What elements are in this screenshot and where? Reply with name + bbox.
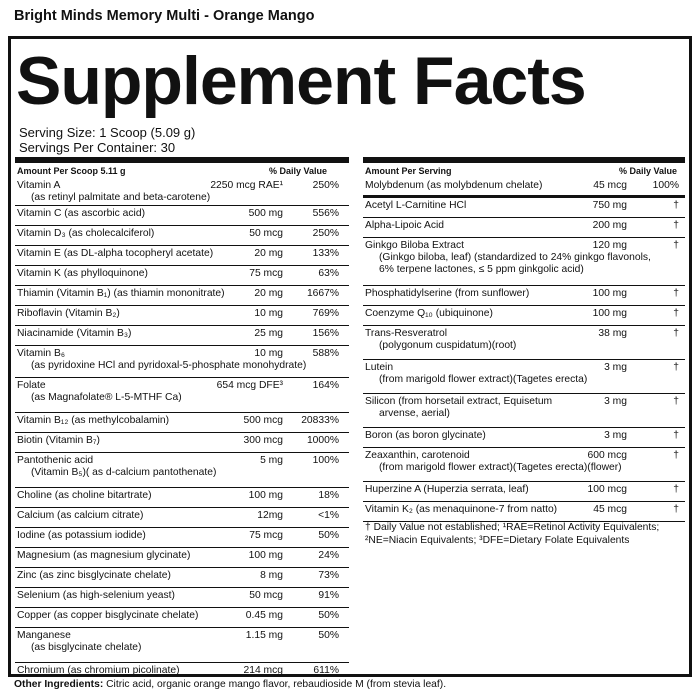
left-nutrient-row [15, 266, 349, 286]
left-nutrient-row [15, 568, 349, 588]
right-nutrient-row [363, 306, 685, 326]
nutrient-source: (as pyridoxine HCl and pyridoxal-5-phosphate monohydrate) [31, 360, 307, 371]
right-amount-header: Amount Per Serving [365, 166, 452, 176]
servings-per-container: Servings Per Container: 30 [19, 140, 176, 155]
daily-value: † [673, 430, 679, 441]
nutrient-amount: 100 mg [248, 490, 283, 501]
daily-value: 769% [312, 308, 339, 319]
left-nutrient-row [15, 346, 349, 378]
right-nutrient-row [363, 286, 685, 306]
nutrient-name: Niacinamide (Vitamin B₃) [17, 328, 132, 339]
serving-size: Serving Size: 1 Scoop (5.09 g) [19, 125, 196, 140]
daily-value: 18% [318, 490, 339, 501]
nutrient-amount: 120 mg [592, 240, 627, 251]
nutrient-source-detail: 6% terpene lactones, ≤ 5 ppm ginkgolic acid) [379, 264, 584, 275]
daily-value: 133% [312, 248, 339, 259]
daily-value: 156% [312, 328, 339, 339]
right-nutrient-row [363, 482, 685, 502]
left-nutrient-row [15, 306, 349, 326]
daily-value: 1000% [306, 435, 339, 446]
daily-value: 250% [312, 228, 339, 239]
nutrient-name: Folate [17, 380, 46, 391]
left-nutrient-row [15, 548, 349, 568]
nutrient-name: Chromium (as chromium picolinate) [17, 665, 180, 676]
nutrient-amount: 50 mcg [249, 228, 283, 239]
nutrient-name: Lutein [365, 362, 394, 373]
left-nutrient-row [15, 413, 349, 433]
nutrient-name: Pantothenic acid [17, 455, 94, 466]
nutrient-name: Zeaxanthin, carotenoid [365, 450, 470, 461]
daily-value: † [673, 220, 679, 231]
left-dv-header: % Daily Value [269, 166, 328, 176]
nutrient-amount: 38 mg [598, 328, 627, 339]
nutrient-name: Zinc (as zinc bisglycinate chelate) [17, 570, 171, 581]
nutrient-amount: 50 mcg [249, 590, 283, 601]
left-nutrient-row [15, 433, 349, 453]
daily-value: 63% [318, 268, 339, 279]
nutrient-name: Silicon (from horsetail extract, Equisetum [365, 396, 553, 407]
nutrient-amount: 75 mcg [249, 268, 283, 279]
nutrient-amount: 100 mg [248, 550, 283, 561]
left-amount-header: Amount Per Scoop 5.11 g [17, 166, 126, 176]
nutrient-amount: 0.45 mg [245, 610, 283, 621]
daily-value: 91% [318, 590, 339, 601]
daily-value: † [673, 308, 679, 319]
product-name: Bright Minds Memory Multi - Orange Mango [14, 8, 315, 24]
daily-value: 100% [312, 455, 339, 466]
left-nutrient-row [15, 178, 349, 206]
daily-value: † [673, 504, 679, 515]
nutrient-source: (from marigold flower extract)(Tagetes erecta) [379, 374, 588, 385]
left-nutrient-row [15, 508, 349, 528]
nutrient-name: Vitamin K (as phylloquinone) [17, 268, 148, 279]
daily-value: 50% [318, 530, 339, 541]
daily-value: 24% [318, 550, 339, 561]
left-nutrient-row [15, 326, 349, 346]
daily-value: † [673, 396, 679, 407]
nutrient-name: Calcium (as calcium citrate) [17, 510, 144, 521]
nutrient-name: Riboflavin (Vitamin B₂) [17, 308, 120, 319]
daily-value: 50% [318, 610, 339, 621]
daily-value: 50% [318, 630, 339, 641]
nutrient-amount: 3 mg [604, 396, 627, 407]
nutrient-amount: 100 mg [592, 308, 627, 319]
left-nutrient-row [15, 628, 349, 663]
daily-value: 164% [312, 380, 339, 391]
nutrient-amount: 1.15 mg [245, 630, 283, 641]
nutrient-amount: 45 mcg [593, 180, 627, 191]
right-nutrient-row [363, 218, 685, 238]
nutrient-name: Selenium (as high-selenium yeast) [17, 590, 175, 601]
nutrient-source: (Ginkgo biloba, leaf) (standardized to 24% ginkgo flavonols, [379, 252, 651, 263]
nutrient-name: Molybdenum (as molybdenum chelate) [365, 180, 543, 191]
left-thick-bar [15, 157, 349, 163]
nutrient-amount: 600 mcg [587, 450, 627, 461]
left-nutrient-row [15, 608, 349, 628]
daily-value: 588% [312, 348, 339, 359]
daily-value: 250% [312, 180, 339, 191]
nutrient-amount: 300 mcg [243, 435, 283, 446]
nutrient-name: Manganese [17, 630, 71, 641]
left-nutrient-row [15, 588, 349, 608]
nutrient-name: Vitamin E (as DL-alpha tocopheryl acetate) [17, 248, 214, 259]
left-nutrient-row [15, 206, 349, 226]
nutrient-name: Thiamin (Vitamin B₁) (as thiamin mononitrate) [17, 288, 225, 299]
daily-value: 100% [652, 180, 679, 191]
supplement-facts-panel [8, 36, 692, 677]
right-nutrient-row [363, 178, 685, 198]
nutrient-name: Choline (as choline bitartrate) [17, 490, 152, 501]
right-nutrient-row [363, 448, 685, 482]
panel-title: Supplement Facts [16, 43, 586, 119]
daily-value: † [673, 200, 679, 211]
serving-info [19, 125, 195, 155]
footnote: † Daily Value not established; ¹RAE=Retinol Activity Equivalents; ²NE=Niacin Equivalents; ³DFE=Dietary Folate Equivalents [365, 522, 660, 546]
right-nutrient-row [363, 360, 685, 394]
nutrient-name: Vitamin D₃ (as cholecalciferol) [17, 228, 155, 239]
nutrient-name: Huperzine A (Huperzia serrata, leaf) [365, 484, 529, 495]
nutrient-name: Vitamin C (as ascorbic acid) [17, 208, 145, 219]
right-nutrient-row [363, 428, 685, 448]
right-nutrient-row [363, 198, 685, 218]
daily-value: 556% [312, 208, 339, 219]
nutrient-name: Phosphatidylserine (from sunflower) [365, 288, 530, 299]
daily-value: † [673, 362, 679, 373]
other-ingredients-label: Other Ingredients: [14, 679, 104, 690]
nutrient-source: (polygonum cuspidatum)(root) [379, 340, 517, 351]
nutrient-name: Trans-Resveratrol [365, 328, 448, 339]
nutrient-amount: 214 mcg [243, 665, 283, 676]
other-ingredients [14, 679, 446, 690]
nutrient-source: (as retinyl palmitate and beta-carotene) [31, 192, 211, 203]
nutrient-name: Vitamin B₆ [17, 348, 66, 359]
nutrient-name: Magnesium (as magnesium glycinate) [17, 550, 191, 561]
nutrient-name: Copper (as copper bisglycinate chelate) [17, 610, 199, 621]
nutrient-name: Boron (as boron glycinate) [365, 430, 486, 441]
nutrient-name: Alpha-Lipoic Acid [365, 220, 444, 231]
left-nutrient-row [15, 453, 349, 488]
nutrient-name: Vitamin K₂ (as menaquinone-7 from natto) [365, 504, 558, 515]
right-nutrient-row [363, 394, 685, 428]
right-nutrient-row [363, 238, 685, 286]
nutrient-name: Acetyl L-Carnitine HCl [365, 200, 467, 211]
left-nutrient-row [15, 286, 349, 306]
nutrient-amount: 200 mg [592, 220, 627, 231]
nutrient-amount: 3 mg [604, 362, 627, 373]
other-ingredients-text: Citric acid, organic orange mango flavor, rebaudioside M (from stevia leaf). [103, 679, 447, 690]
nutrient-amount: 8 mg [260, 570, 283, 581]
nutrient-name: Vitamin B₁₂ (as methylcobalamin) [17, 415, 170, 426]
nutrient-source: arvense, aerial) [379, 408, 450, 419]
nutrient-name: Ginkgo Biloba Extract [365, 240, 465, 251]
nutrient-source: (as bisglycinate chelate) [31, 642, 142, 653]
nutrient-amount: 20 mg [254, 288, 283, 299]
nutrient-source: (as Magnafolate® L-5-MTHF Ca) [31, 392, 182, 403]
nutrient-amount: 12mg [257, 510, 283, 521]
nutrient-amount: 100 mcg [587, 484, 627, 495]
daily-value: <1% [318, 510, 339, 521]
left-nutrient-row [15, 663, 349, 677]
right-nutrient-row [363, 326, 685, 360]
nutrient-amount: 5 mg [260, 455, 283, 466]
nutrient-name: Biotin (Vitamin B₇) [17, 435, 100, 446]
daily-value: 611% [313, 665, 339, 676]
daily-value: † [673, 450, 679, 461]
nutrient-amount: 500 mg [248, 208, 283, 219]
nutrient-name: Vitamin A [17, 180, 61, 191]
nutrient-amount: 10 mg [254, 308, 283, 319]
right-thick-bar [363, 157, 685, 163]
nutrient-source: (from marigold flower extract)(Tagetes erecta)(flower) [379, 462, 622, 473]
right-nutrient-row [363, 502, 685, 522]
left-nutrient-row [15, 246, 349, 266]
nutrient-amount: 45 mcg [593, 504, 627, 515]
left-nutrient-row [15, 528, 349, 548]
left-nutrient-row [15, 378, 349, 413]
left-nutrient-row [15, 226, 349, 246]
nutrient-amount: 25 mg [254, 328, 283, 339]
daily-value: 1667% [306, 288, 339, 299]
daily-value: † [673, 484, 679, 495]
nutrient-amount: 100 mg [592, 288, 627, 299]
nutrient-name: Coenzyme Q₁₀ (ubiquinone) [365, 308, 493, 319]
nutrient-amount: 20 mg [254, 248, 283, 259]
daily-value: † [673, 288, 679, 299]
daily-value: † [673, 240, 679, 251]
daily-value: † [673, 328, 679, 339]
nutrient-amount: 654 mcg DFE³ [216, 380, 283, 391]
nutrient-amount: 2250 mcg RAE¹ [210, 180, 283, 191]
nutrient-amount: 75 mcg [249, 530, 283, 541]
nutrient-name: Iodine (as potassium iodide) [17, 530, 146, 541]
nutrient-amount: 750 mg [592, 200, 627, 211]
nutrient-source: (Vitamin B₅)( as d-calcium pantothenate) [31, 467, 217, 478]
daily-value: 73% [318, 570, 339, 581]
nutrient-amount: 10 mg [254, 348, 283, 359]
nutrient-amount: 500 mcg [243, 415, 283, 426]
daily-value: 20833% [301, 415, 339, 426]
left-nutrient-row [15, 488, 349, 508]
right-dv-header: % Daily Value [619, 166, 678, 176]
nutrient-amount: 3 mg [604, 430, 627, 441]
